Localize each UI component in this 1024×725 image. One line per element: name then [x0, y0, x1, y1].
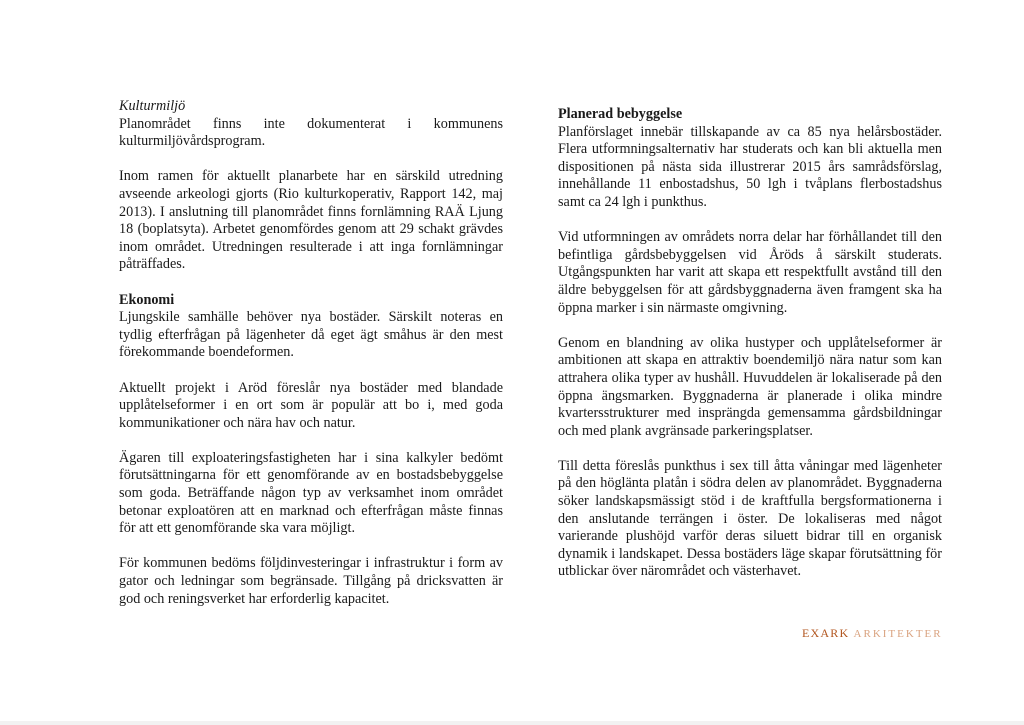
arkeologi-paragraph: Inom ramen för aktuellt planarbete har en särskild utredning avseende arkeologi gjorts (Rio kulturkoperativ, Rapport 142, maj 2013). I anslutning till planområdet finns fornlämning RAÄ Ljung 18 (boplatsyta). Arbetet genomfördes genom att 29 schakt grävdes inom området. Utredningen resulterade i att inga fornlämningar påträffades.	[119, 168, 503, 273]
projekt-paragraph: Aktuellt projekt i Aröd föreslår nya bostäder med blandade upplåtelseformer i en ort som är populär att bo i, med goda kommunikationer och nära hav och natur.	[119, 379, 503, 431]
exark-logo	[802, 626, 943, 641]
punkthus-paragraph: Till detta föreslås punkthus i sex till åtta våningar med lägenheter på den höglänta platån i södra delen av planområdet. Byggnaderna söker landskapsmässigt stöd i de kraftfulla bergsformationerna i den anslutande terrängen i öster. De lokaliseras med något varierande plushöjd varför deras siluett bidrar till en organisk dynamik i landskapet. Dessa bostäders läge skapar förutsättning för utblickar över närområdet och västerhavet.	[558, 457, 942, 580]
planerad-section	[558, 106, 942, 212]
blandning-paragraph: Genom en blandning av olika hustyper och upplåtelseformer är ambitionen att skapa en attraktiv boendemiljö nära natur som kan attrahera olika typer av hushåll. Huvuddelen är lokaliserade på den öppna ängsmarken. Byggnaderna är planerade i olika mindre kvartersstrukturer med insprängda gemensamma gårdsbildningar och med plank avgränsade parkeringsplatser.	[558, 334, 942, 439]
infrastruktur-paragraph: För kommunen bedöms följdinvesteringar i infrastruktur i form av gator och ledningar som begränsade. Tillgång på dricksvatten är god och reningsverket har erforderlig kapacitet.	[119, 555, 503, 607]
page-bottom-edge	[0, 721, 1024, 725]
left-column	[119, 98, 503, 626]
ekonomi-section	[119, 292, 503, 362]
kulturmiljo-heading: Kulturmiljö	[119, 98, 186, 114]
logo-sub-text: ARKITEKTER	[853, 628, 943, 640]
kulturmiljo-section	[119, 98, 503, 151]
ekonomi-heading: Ekonomi	[119, 291, 175, 308]
planerad-heading: Planerad bebyggelse	[558, 106, 683, 122]
ekonomi-text: Ljungskile samhälle behöver nya bostäder. Särskilt noteras en tydlig efterfrågan på lägenheter då eget ägt småhus är den mest förekommande boendeformen.	[119, 309, 503, 361]
right-column	[558, 106, 942, 599]
kulturmiljo-text: Planområdet finns inte dokumenterat i kommunens kulturmiljövårdsprogram.	[119, 115, 503, 150]
exploatering-paragraph: Ägaren till exploateringsfastigheten har i sina kalkyler bedömt förutsättningarna för ett genomförande av en bostadsbebyggelse som goda. Beträffande någon typ av verksamhet inom området betonar exploatören att en marknad och efterfrågan måste finnas för att ett genomförande ska vara möjligt.	[119, 449, 503, 537]
utformning-paragraph: Vid utformningen av områdets norra delar har förhållandet till den befintliga gårdsbebyggelsen vid Åröds å särskilt studerats. Utgångspunkten har varit att skapa ett respektfullt avstånd till den äldre bebyggelsen för att gårdsbyggnaderna även framgent ska ha öppna marker i sin närmaste omgivning.	[558, 229, 942, 316]
logo-main-text: EXARK	[802, 626, 850, 640]
planerad-text: Planförslaget innebär tillskapande av ca 85 nya helårsbostäder. Flera utformningsalternativ har studerats och kan bli aktuella men dispositionen på nästa sida illustrerar 2015 års samrådsförslag, innehållande 11 enbostadshus, 50 lgh i tvåplans flerbostadshus samt ca 24 lgh i punkthus.	[558, 123, 942, 210]
